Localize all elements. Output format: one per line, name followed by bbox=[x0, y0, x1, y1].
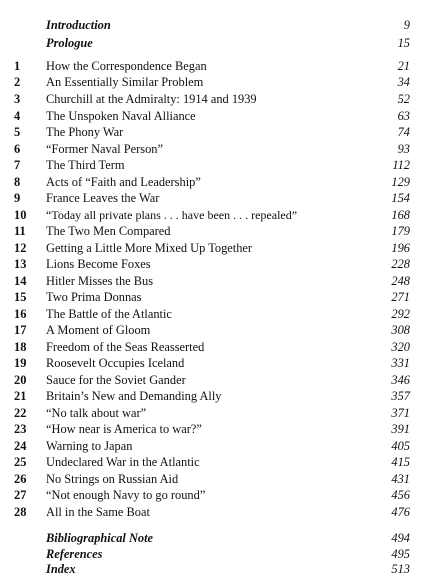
toc-entry-introduction bbox=[0, 17, 434, 33]
toc-chapter-19 bbox=[0, 355, 434, 371]
chapter-title: Freedom of the Seas Reasserted bbox=[46, 340, 205, 354]
toc-chapter-2 bbox=[0, 74, 434, 90]
chapter-number: 14 bbox=[14, 274, 27, 288]
toc-chapter-1 bbox=[0, 58, 434, 74]
chapter-page: 431 bbox=[391, 472, 410, 486]
chapter-title: France Leaves the War bbox=[46, 191, 160, 205]
toc-chapter-3 bbox=[0, 91, 434, 107]
chapter-number: 18 bbox=[14, 340, 27, 354]
chapter-number: 13 bbox=[14, 257, 27, 271]
entry-title: References bbox=[46, 547, 103, 561]
chapter-title: “How near is America to war?” bbox=[46, 422, 202, 436]
chapter-title: “Former Naval Person” bbox=[46, 142, 163, 156]
chapter-page: 405 bbox=[391, 439, 410, 453]
chapter-number: 10 bbox=[14, 208, 27, 222]
toc-entry-index bbox=[0, 561, 434, 577]
chapter-page: 415 bbox=[391, 455, 410, 469]
chapter-page: 357 bbox=[391, 389, 410, 403]
chapter-number: 17 bbox=[14, 323, 27, 337]
chapter-page: 371 bbox=[391, 406, 410, 420]
chapter-page: 476 bbox=[391, 505, 410, 519]
chapter-title: Acts of “Faith and Leadership” bbox=[46, 175, 201, 189]
entry-page: 9 bbox=[403, 18, 410, 32]
chapter-number: 4 bbox=[14, 109, 21, 123]
chapter-number: 28 bbox=[14, 505, 27, 519]
chapter-number: 1 bbox=[14, 59, 21, 73]
chapter-number: 20 bbox=[14, 373, 27, 387]
chapter-number: 11 bbox=[14, 224, 26, 238]
chapter-page: 129 bbox=[391, 175, 410, 189]
chapter-title: Getting a Little More Mixed Up Together bbox=[46, 241, 253, 255]
toc-entry-prologue bbox=[0, 35, 434, 51]
chapter-number: 5 bbox=[14, 125, 21, 139]
chapter-title: A Moment of Gloom bbox=[46, 323, 151, 337]
toc-chapter-24 bbox=[0, 438, 434, 454]
chapter-title: Hitler Misses the Bus bbox=[46, 274, 154, 288]
chapter-page: 456 bbox=[391, 488, 410, 502]
toc-chapter-8 bbox=[0, 174, 434, 190]
toc-entry-bibliographical-note bbox=[0, 530, 434, 546]
toc-chapter-27 bbox=[0, 487, 434, 503]
chapter-page: 179 bbox=[391, 224, 410, 238]
chapter-title: Two Prima Donnas bbox=[46, 290, 142, 304]
toc-chapter-7 bbox=[0, 157, 434, 173]
toc-chapter-21 bbox=[0, 388, 434, 404]
chapter-number: 2 bbox=[14, 75, 21, 89]
chapter-title: Britain’s New and Demanding Ally bbox=[46, 389, 222, 403]
toc-chapter-6 bbox=[0, 141, 434, 157]
toc-chapter-9 bbox=[0, 190, 434, 206]
chapter-number: 25 bbox=[14, 455, 27, 469]
chapter-title: “No talk about war” bbox=[46, 406, 147, 420]
toc-chapter-10 bbox=[0, 207, 434, 223]
chapter-number: 23 bbox=[14, 422, 27, 436]
chapter-page: 292 bbox=[391, 307, 410, 321]
entry-title: Introduction bbox=[46, 18, 111, 32]
toc-chapter-13 bbox=[0, 256, 434, 272]
chapter-title: Lions Become Foxes bbox=[46, 257, 151, 271]
chapter-page: 320 bbox=[391, 340, 410, 354]
toc-chapter-26 bbox=[0, 471, 434, 487]
chapter-number: 12 bbox=[14, 241, 27, 255]
chapter-page: 196 bbox=[391, 241, 410, 255]
chapter-page: 346 bbox=[391, 373, 410, 387]
chapter-title: Undeclared War in the Atlantic bbox=[46, 455, 200, 469]
toc-chapter-4 bbox=[0, 108, 434, 124]
chapter-title: An Essentially Similar Problem bbox=[46, 75, 204, 89]
chapter-title: All in the Same Boat bbox=[46, 505, 150, 519]
entry-page: 494 bbox=[391, 531, 410, 545]
chapter-number: 22 bbox=[14, 406, 27, 420]
chapter-page: 391 bbox=[391, 422, 410, 436]
chapter-title: The Unspoken Naval Alliance bbox=[46, 109, 196, 123]
chapter-page: 52 bbox=[397, 92, 410, 106]
chapter-page: 112 bbox=[392, 158, 410, 172]
toc-entry-references bbox=[0, 546, 434, 562]
chapter-title: The Battle of the Atlantic bbox=[46, 307, 172, 321]
chapter-page: 74 bbox=[397, 125, 410, 139]
chapter-number: 26 bbox=[14, 472, 27, 486]
toc-chapter-20 bbox=[0, 372, 434, 388]
chapter-title: Warning to Japan bbox=[46, 439, 133, 453]
toc-chapter-23 bbox=[0, 421, 434, 437]
toc-chapter-17 bbox=[0, 322, 434, 338]
chapter-number: 15 bbox=[14, 290, 27, 304]
chapter-title: The Phony War bbox=[46, 125, 124, 139]
chapter-number: 24 bbox=[14, 439, 27, 453]
chapter-page: 63 bbox=[397, 109, 410, 123]
entry-page: 15 bbox=[397, 36, 410, 50]
chapter-title: No Strings on Russian Aid bbox=[46, 472, 179, 486]
toc-chapter-5 bbox=[0, 124, 434, 140]
chapter-number: 7 bbox=[14, 158, 21, 172]
chapter-title: Sauce for the Soviet Gander bbox=[46, 373, 186, 387]
toc-chapter-18 bbox=[0, 339, 434, 355]
entry-title: Index bbox=[46, 562, 76, 576]
entry-title: Prologue bbox=[46, 36, 93, 50]
chapter-title: Churchill at the Admiralty: 1914 and 1939 bbox=[46, 92, 257, 106]
chapter-number: 27 bbox=[14, 488, 27, 502]
toc-chapter-11 bbox=[0, 223, 434, 239]
toc-chapter-16 bbox=[0, 306, 434, 322]
chapter-title: How the Correspondence Began bbox=[46, 59, 207, 73]
chapter-page: 154 bbox=[391, 191, 410, 205]
chapter-page: 248 bbox=[391, 274, 410, 288]
chapter-number: 6 bbox=[14, 142, 21, 156]
entry-page: 513 bbox=[391, 562, 410, 576]
chapter-title: “Not enough Navy to go round” bbox=[46, 488, 206, 502]
toc-chapter-14 bbox=[0, 273, 434, 289]
chapter-title: “Today all private plans . . . have been . . . repealed” bbox=[46, 208, 298, 222]
chapter-number: 21 bbox=[14, 389, 27, 403]
chapter-title: The Two Men Compared bbox=[46, 224, 171, 238]
chapter-page: 271 bbox=[391, 290, 410, 304]
chapter-title: Roosevelt Occupies Iceland bbox=[46, 356, 185, 370]
toc-chapter-25 bbox=[0, 454, 434, 470]
chapter-page: 34 bbox=[397, 75, 410, 89]
toc-chapter-15 bbox=[0, 289, 434, 305]
chapter-number: 16 bbox=[14, 307, 27, 321]
chapter-page: 228 bbox=[391, 257, 410, 271]
toc-chapter-12 bbox=[0, 240, 434, 256]
chapter-title: The Third Term bbox=[46, 158, 125, 172]
chapter-number: 8 bbox=[14, 175, 21, 189]
chapter-page: 168 bbox=[391, 208, 410, 222]
chapter-number: 9 bbox=[14, 191, 21, 205]
toc-chapter-28 bbox=[0, 504, 434, 520]
chapter-page: 21 bbox=[397, 59, 410, 73]
chapter-number: 3 bbox=[14, 92, 21, 106]
chapter-page: 308 bbox=[391, 323, 410, 337]
chapter-number: 19 bbox=[14, 356, 27, 370]
toc-chapter-22 bbox=[0, 405, 434, 421]
chapter-page: 93 bbox=[397, 142, 410, 156]
entry-page: 495 bbox=[391, 547, 410, 561]
entry-title: Bibliographical Note bbox=[46, 531, 154, 545]
chapter-page: 331 bbox=[391, 356, 410, 370]
